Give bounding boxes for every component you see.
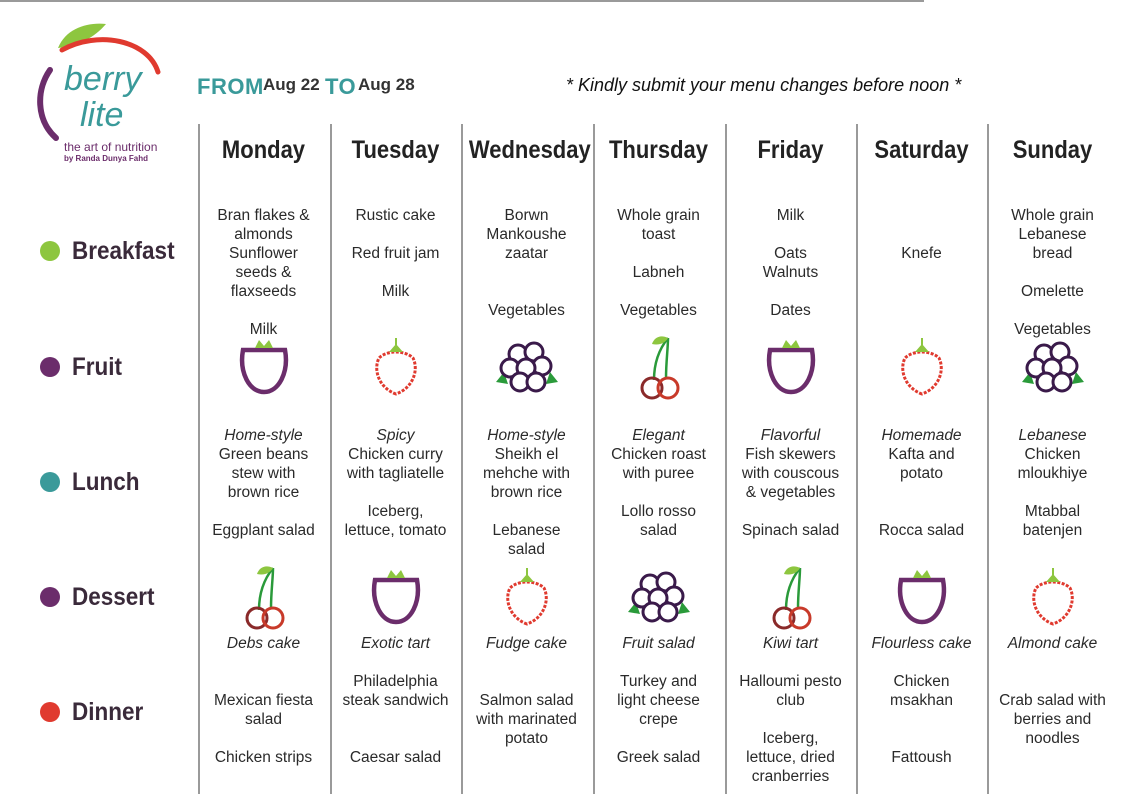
menu-item: Crab salad with xyxy=(999,692,1106,709)
svg-text:lite: lite xyxy=(80,96,124,134)
menu-item: Rocca salad xyxy=(878,522,965,539)
menu-item: Turkey and xyxy=(620,673,697,690)
spacer xyxy=(461,263,592,282)
fig-icon xyxy=(361,562,431,632)
menu-item: Greek salad xyxy=(616,749,701,766)
menu-item: Eggplant salad xyxy=(212,522,315,539)
menu-item: salad xyxy=(507,541,546,558)
breakfast-cell xyxy=(856,206,987,263)
dinner-cell xyxy=(593,672,724,767)
cherry-icon xyxy=(756,562,826,632)
menu-item: steak sandwich xyxy=(342,692,449,709)
menu-item: Sheikh el xyxy=(494,446,559,463)
menu-item: Home-style xyxy=(224,427,303,444)
menu-item: Flavorful xyxy=(760,427,821,444)
lunch-cell xyxy=(856,426,987,540)
logo-byline: by Randa Dunya Fahd xyxy=(64,154,149,163)
menu-item: Sunflower xyxy=(229,245,298,262)
menu-item: light cheese xyxy=(617,692,700,709)
spacer xyxy=(593,244,724,263)
spacer xyxy=(461,672,592,691)
spacer xyxy=(198,729,329,748)
menu-item: Fattoush xyxy=(891,749,952,766)
menu-item: Mankoushe xyxy=(486,226,567,243)
fig-icon xyxy=(887,562,957,632)
day-header-tuesday: Tuesday xyxy=(351,136,440,164)
menu-item: with couscous xyxy=(741,465,840,482)
lunch-cell xyxy=(198,426,329,540)
spacer xyxy=(198,672,329,691)
spacer xyxy=(330,729,461,748)
lunch-cell xyxy=(725,426,856,540)
to-date: Aug 28 xyxy=(358,75,415,94)
menu-item: Spicy xyxy=(376,427,415,444)
spacer xyxy=(987,263,1118,282)
dessert-cell xyxy=(856,634,987,653)
menu-item: Chicken xyxy=(1024,446,1081,463)
spacer xyxy=(198,301,329,320)
spacer xyxy=(593,483,724,502)
spacer xyxy=(330,710,461,729)
menu-item: with puree xyxy=(622,465,695,482)
menu-item: Lollo rosso xyxy=(621,503,696,520)
menu-item: Iceberg, xyxy=(367,503,424,520)
fig-icon xyxy=(756,332,826,402)
breakfast-cell xyxy=(198,206,329,339)
spacer xyxy=(461,502,592,521)
menu-item: mehche with xyxy=(482,465,570,482)
cherry-icon xyxy=(624,332,694,402)
strawberry-icon xyxy=(887,332,957,402)
menu-item: Oats xyxy=(774,245,807,262)
menu-item: Dates xyxy=(770,302,811,319)
spacer xyxy=(725,502,856,521)
breakfast-cell xyxy=(725,206,856,320)
breakfast-cell xyxy=(593,206,724,320)
menu-item: Borwn xyxy=(504,207,549,224)
menu-item: & vegetables xyxy=(745,484,836,501)
menu-item: Lebanese xyxy=(1018,427,1087,444)
menu-item: Labneh xyxy=(632,264,685,281)
spacer xyxy=(330,483,461,502)
menu-item: Chicken xyxy=(893,673,950,690)
menu-item: Omelette xyxy=(1021,283,1084,300)
menu-item: Whole grain xyxy=(1011,207,1094,224)
spacer xyxy=(330,263,461,282)
menu-item: Knefe xyxy=(901,245,942,262)
menu-item: Almond cake xyxy=(1007,635,1098,652)
from-date: Aug 22 xyxy=(263,75,320,94)
dinner-cell xyxy=(198,672,329,767)
menu-item: Flourless cake xyxy=(871,635,972,652)
meal-label: Dinner xyxy=(72,697,144,726)
menu-item: Vegetables xyxy=(620,302,697,319)
menu-item: Fudge cake xyxy=(486,635,567,652)
menu-item: Elegant xyxy=(632,427,685,444)
menu-item: Iceberg, xyxy=(762,730,819,747)
menu-item: Bran flakes & xyxy=(217,207,310,224)
menu-item: Home-style xyxy=(487,427,566,444)
spacer xyxy=(987,672,1118,691)
menu-item: lettuce, dried xyxy=(746,749,835,766)
dinner-dot xyxy=(40,702,60,722)
cherry-icon xyxy=(229,562,299,632)
spacer xyxy=(593,729,724,748)
menu-item: cranberries xyxy=(751,768,830,785)
menu-item: Walnuts xyxy=(762,264,819,281)
menu-item: Chicken roast xyxy=(611,446,706,463)
menu-item: Milk xyxy=(381,283,410,300)
menu-item: salad xyxy=(244,711,283,728)
menu-item: Vegetables xyxy=(488,302,565,319)
dinner-cell xyxy=(856,672,987,767)
meal-label: Breakfast xyxy=(72,236,175,265)
menu-item: with marinated xyxy=(476,711,577,728)
strawberry-icon xyxy=(361,332,431,402)
menu-item: brown rice xyxy=(227,484,300,501)
menu-item: msakhan xyxy=(890,692,953,709)
spacer xyxy=(856,502,987,521)
lunch-cell xyxy=(593,426,724,540)
menu-item: batenjen xyxy=(1022,522,1083,539)
dessert-cell xyxy=(987,634,1118,653)
meal-fruit xyxy=(40,352,128,382)
meal-breakfast xyxy=(40,236,186,266)
lunch-dot xyxy=(40,472,60,492)
menu-item: with tagliatelle xyxy=(346,465,445,482)
menu-item: Halloumi pesto xyxy=(739,673,842,690)
meal-label: Lunch xyxy=(72,467,140,496)
spacer xyxy=(330,225,461,244)
menu-item: brown rice xyxy=(490,484,563,501)
logo-tagline: the art of nutrition xyxy=(64,140,158,154)
dessert-cell xyxy=(725,634,856,653)
menu-notice: * Kindly submit your menu changes before noon * xyxy=(566,75,962,95)
breakfast-cell xyxy=(987,206,1118,339)
menu-item: Caesar salad xyxy=(349,749,442,766)
dinner-cell xyxy=(330,672,461,767)
spacer xyxy=(987,301,1118,320)
spacer xyxy=(856,729,987,748)
spacer xyxy=(725,225,856,244)
berries-icon xyxy=(624,562,694,632)
menu-item: Green beans xyxy=(218,446,309,463)
menu-item: bread xyxy=(1032,245,1073,262)
spacer xyxy=(461,282,592,301)
dinner-cell xyxy=(725,672,856,786)
menu-item: Chicken curry xyxy=(348,446,443,463)
menu-item: Milk xyxy=(249,321,278,338)
dinner-cell xyxy=(461,672,592,748)
spacer xyxy=(856,483,987,502)
menu-item: Vegetables xyxy=(1014,321,1091,338)
breakfast-dot xyxy=(40,241,60,261)
menu-item: stew with xyxy=(231,465,296,482)
header-divider xyxy=(0,0,924,2)
menu-item: mloukhiye xyxy=(1017,465,1088,482)
menu-item: Chicken strips xyxy=(214,749,313,766)
spacer xyxy=(987,483,1118,502)
meal-label: Dessert xyxy=(72,582,155,611)
menu-item: potato xyxy=(504,730,549,747)
svg-text:berry: berry xyxy=(64,60,142,98)
menu-item: Rustic cake xyxy=(355,207,436,224)
berries-icon xyxy=(492,332,562,402)
menu-item: Exotic tart xyxy=(361,635,430,652)
meal-lunch xyxy=(40,467,147,497)
menu-item: crepe xyxy=(639,711,678,728)
menu-item: Lebanese xyxy=(492,522,561,539)
dessert-cell xyxy=(198,634,329,653)
breakfast-cell xyxy=(330,206,461,301)
lunch-cell xyxy=(461,426,592,559)
spacer xyxy=(725,282,856,301)
menu-item: salad xyxy=(639,522,678,539)
day-header-wednesday: Wednesday xyxy=(468,136,591,164)
menu-item: Fruit salad xyxy=(622,635,695,652)
menu-item: toast xyxy=(641,226,676,243)
menu-item: flaxseeds xyxy=(230,283,297,300)
spacer xyxy=(593,282,724,301)
fruit-dot xyxy=(40,357,60,377)
to-label: TO xyxy=(325,74,357,99)
from-label: FROM xyxy=(197,74,264,99)
menu-item: Whole grain xyxy=(617,207,700,224)
meal-dinner xyxy=(40,697,151,727)
menu-item: zaatar xyxy=(504,245,549,262)
menu-item: Milk xyxy=(776,207,805,224)
day-header-thursday: Thursday xyxy=(608,136,709,164)
menu-item: Kiwi tart xyxy=(762,635,819,652)
menu-item: noodles xyxy=(1025,730,1080,747)
fig-icon xyxy=(229,332,299,402)
day-header-friday: Friday xyxy=(757,136,824,164)
menu-item: Debs cake xyxy=(226,635,301,652)
menu-item: Red fruit jam xyxy=(351,245,440,262)
day-header-monday: Monday xyxy=(221,136,306,164)
menu-item: Mexican fiesta xyxy=(213,692,314,709)
menu-item: Kafta and xyxy=(888,446,955,463)
menu-item: Lebanese xyxy=(1018,226,1087,243)
menu-item: potato xyxy=(899,465,944,482)
spacer xyxy=(856,206,987,225)
menu-item: seeds & xyxy=(235,264,292,281)
day-header-sunday: Sunday xyxy=(1012,136,1093,164)
meal-label: Fruit xyxy=(72,352,122,381)
menu-item: Homemade xyxy=(881,427,962,444)
spacer xyxy=(856,225,987,244)
menu-item: Fish skewers xyxy=(745,446,836,463)
menu-item: Philadelphia xyxy=(353,673,438,690)
menu-item: Salmon salad xyxy=(479,692,574,709)
spacer xyxy=(198,502,329,521)
breakfast-cell xyxy=(461,206,592,320)
menu-item: club xyxy=(776,692,805,709)
menu-item: Mtabbal xyxy=(1024,503,1081,520)
menu-item: almonds xyxy=(234,226,293,243)
dessert-cell xyxy=(461,634,592,653)
berries-icon xyxy=(1018,332,1088,402)
meal-dessert xyxy=(40,582,164,612)
menu-item: Spinach salad xyxy=(741,522,840,539)
dessert-cell xyxy=(330,634,461,653)
dessert-cell xyxy=(593,634,724,653)
dessert-dot xyxy=(40,587,60,607)
strawberry-icon xyxy=(492,562,562,632)
day-header-saturday: Saturday xyxy=(874,136,969,164)
strawberry-icon xyxy=(1018,562,1088,632)
spacer xyxy=(856,710,987,729)
menu-item: lettuce, tomato xyxy=(344,522,447,539)
lunch-cell xyxy=(330,426,461,540)
dinner-cell xyxy=(987,672,1118,748)
spacer xyxy=(725,710,856,729)
menu-item: berries and xyxy=(1013,711,1092,728)
lunch-cell xyxy=(987,426,1118,540)
